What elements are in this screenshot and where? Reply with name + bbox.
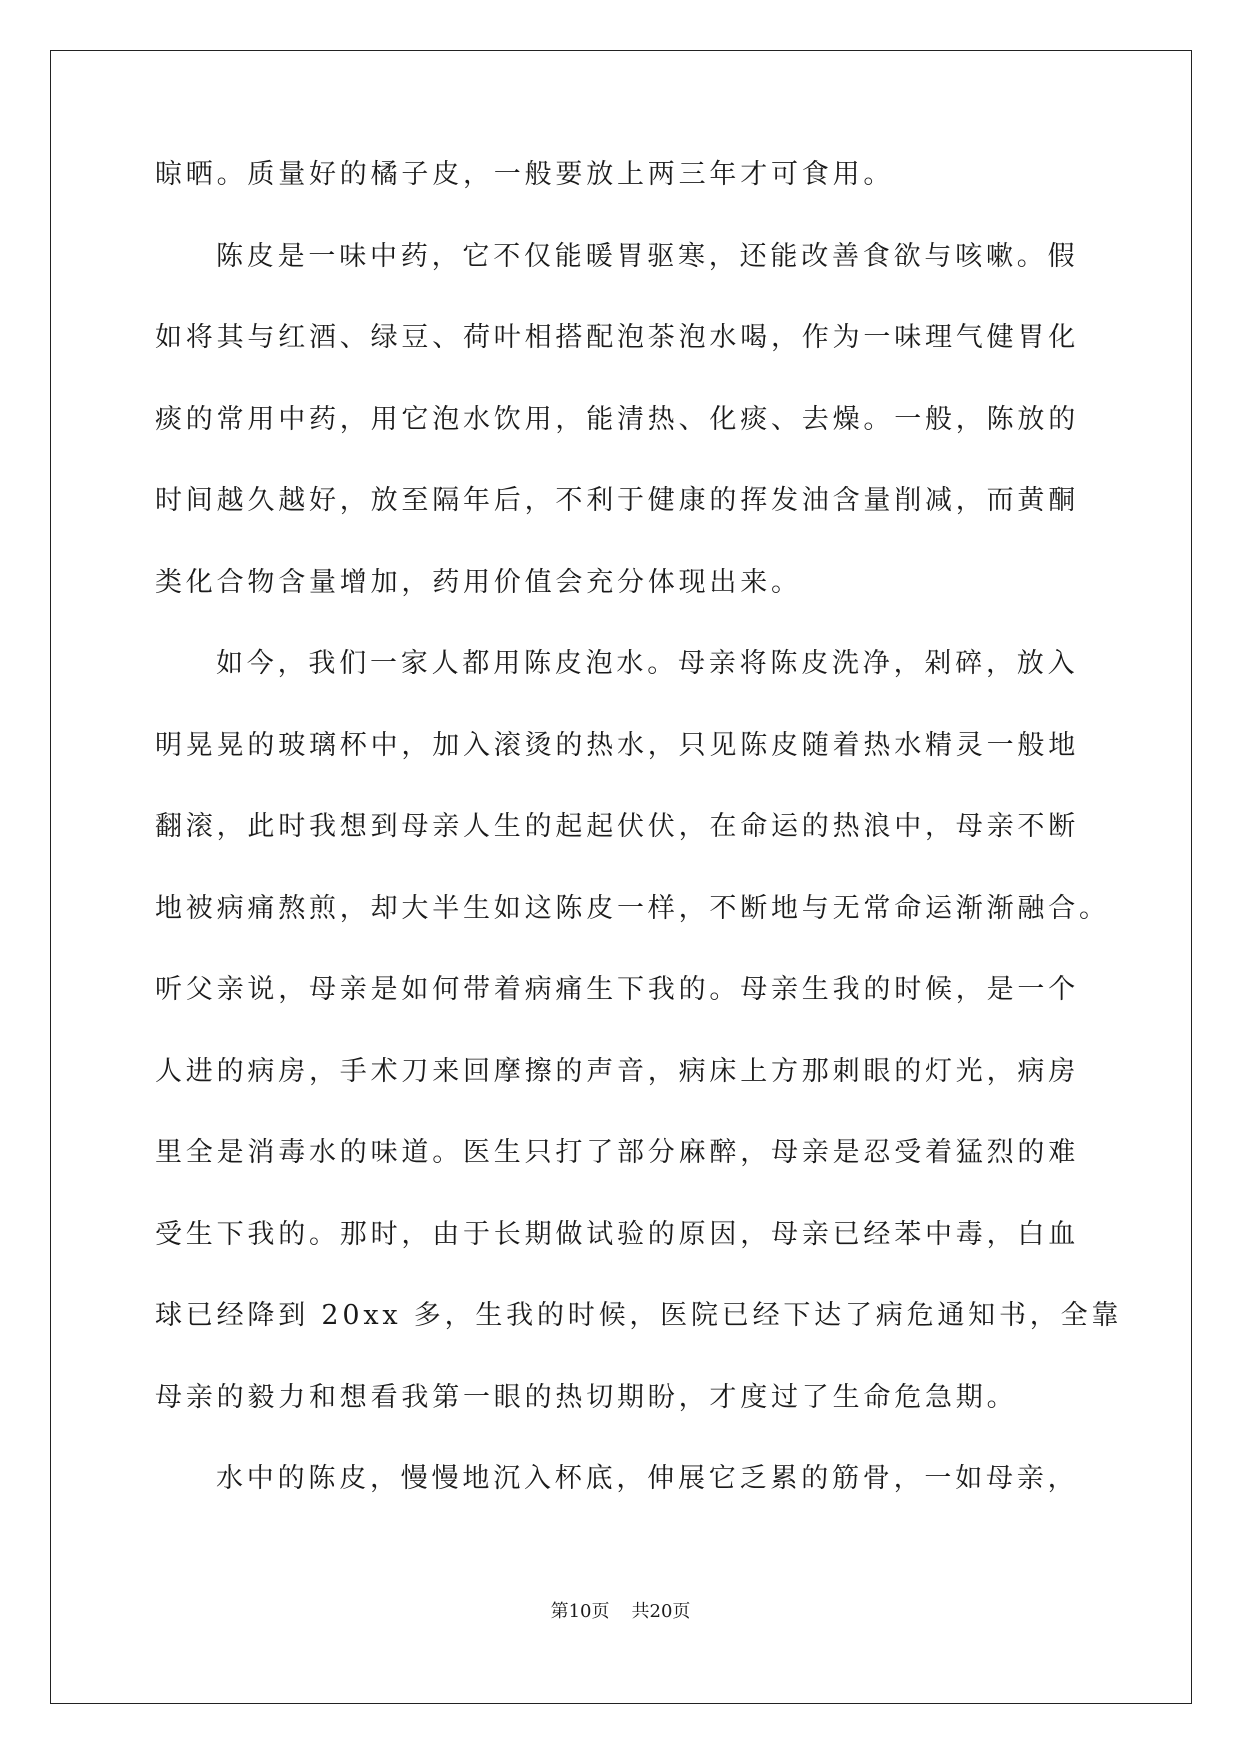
text-line: 时间越久越好，放至隔年后，不利于健康的挥发油含量削减，而黄酮	[155, 485, 1079, 516]
page-total: 共20页	[631, 1601, 691, 1622]
text-line: 人进的病房，手术刀来回摩擦的声音，病床上方那刺眼的灯光，病房	[155, 1055, 1079, 1087]
text-line: 如将其与红酒、绿豆、荷叶相搭配泡茶泡水喝，作为一味理气健胃化	[155, 322, 1079, 353]
text-line: 球已经降到 20xx 多，生我的时候，医院已经下达了病危通知书，全靠	[155, 1300, 1123, 1331]
text-line: 痰的常用中药，用它泡水饮用，能清热、化痰、去燥。一般，陈放的	[155, 403, 1079, 435]
text-line: 受生下我的。那时，由于长期做试验的原因，母亲已经苯中毒，白血	[155, 1218, 1079, 1250]
text-line: 母亲的毅力和想看我第一眼的热切期盼，才度过了生命危急期。	[155, 1381, 1018, 1413]
text-line: 晾晒。质量好的橘子皮，一般要放上两三年才可食用。	[155, 159, 895, 190]
paragraph-start-line: 如今，我们一家人都用陈皮泡水。母亲将陈皮洗净，剁碎，放入	[216, 648, 1079, 679]
text-line: 地被病痛熬煎，却大半生如这陈皮一样，不断地与无常命运渐渐融合。	[155, 892, 1110, 924]
paragraph-start-line: 陈皮是一味中药，它不仅能暖胃驱寒，还能改善食欲与咳嗽。假	[216, 240, 1079, 272]
text-line: 类化合物含量增加，药用价值会充分体现出来。	[155, 566, 802, 598]
page-footer	[0, 1600, 1241, 1624]
text-line: 里全是消毒水的味道。医生只打了部分麻醉，母亲是忍受着猛烈的难	[155, 1137, 1079, 1168]
document-body	[155, 159, 1123, 1546]
page-number: 第10页	[550, 1601, 610, 1622]
text-line: 听父亲说，母亲是如何带着病痛生下我的。母亲生我的时候，是一个	[155, 974, 1079, 1005]
text-line: 翻滚，此时我想到母亲人生的起起伏伏，在命运的热浪中，母亲不断	[155, 811, 1079, 842]
paragraph-start-line: 水中的陈皮，慢慢地沉入杯底，伸展它乏累的筋骨，一如母亲，	[216, 1463, 1079, 1494]
text-line: 明晃晃的玻璃杯中，加入滚烫的热水，只见陈皮随着热水精灵一般地	[155, 729, 1079, 761]
